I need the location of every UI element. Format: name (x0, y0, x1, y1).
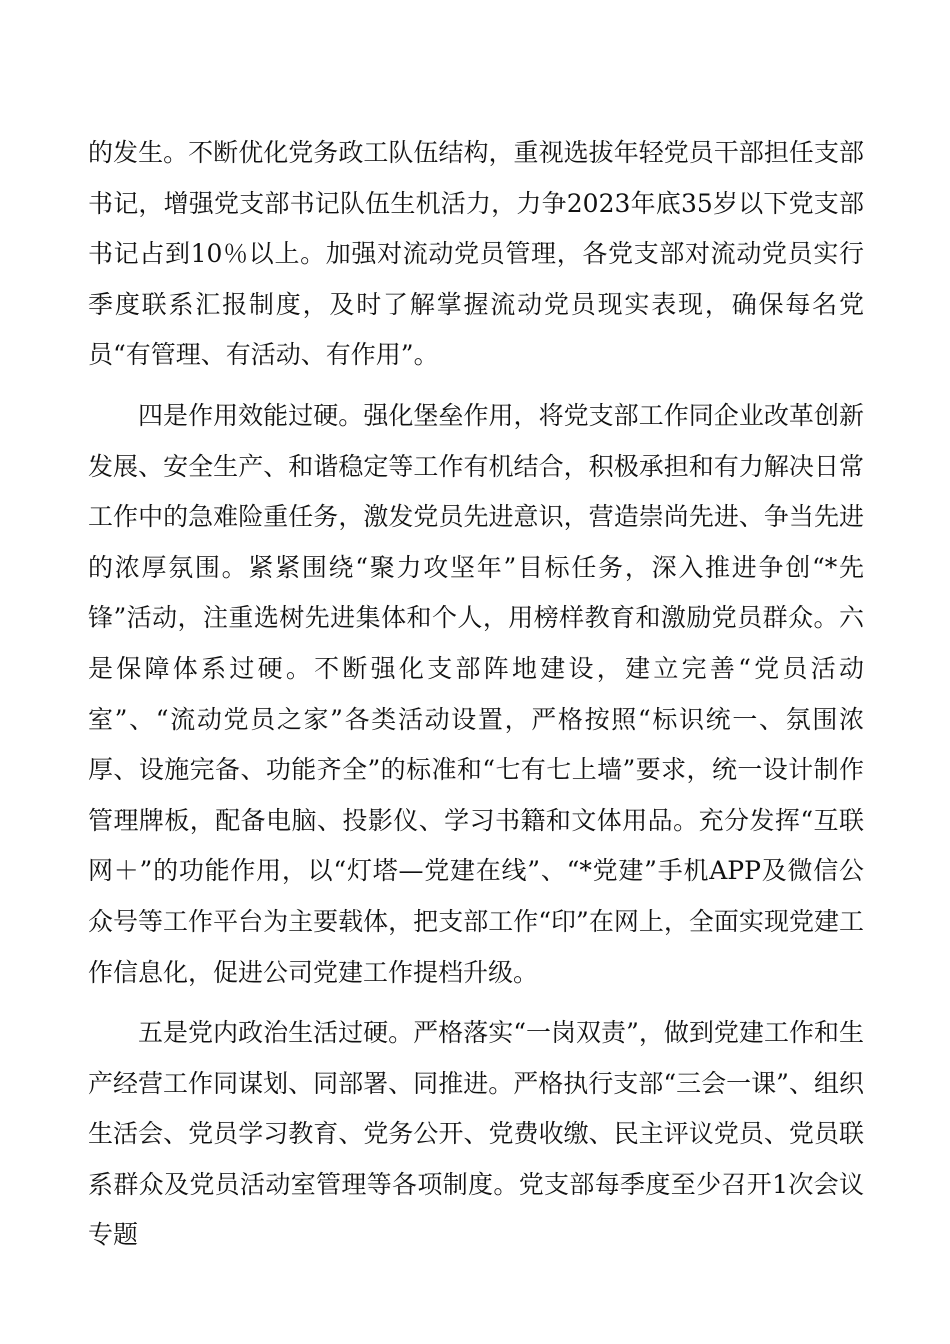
paragraph-continued: 的发生。不断优化党务政工队伍结构，重视选拔年轻党员干部担任支部书记，增强党支部书记队伍生机活力，力争2023年底35岁以下党支部书记占到10％以上。加强对流动党员管理，各党支部对流动党员实行季度联系汇报制度，及时了解掌握流动党员现实表现，确保每名党员“有管理、有活动、有作用”。 (88, 138, 864, 370)
document-body (88, 128, 864, 1261)
paragraph-item-four: 四是作用效能过硬。强化堡垒作用，将党支部工作同企业改革创新发展、安全生产、和谐稳定等工作有机结合，积极承担和有力解决日常工作中的急难险重任务，激发党员先进意识，营造崇尚先进、争当先进的浓厚氛围。紧紧围绕“聚力攻坚年”目标任务，深入推进争创“*先锋”活动，注重选树先进集体和个人，用榜样教育和激励党员群众。六是保障体系过硬。不断强化支部阵地建设，建立完善“党员活动室”、“流动党员之家”各类活动设置，严格按照“标识统一、氛围浓厚、设施完备、功能齐全”的标准和“七有七上墙”要求，统一设计制作管理牌板，配备电脑、投影仪、学习书籍和文体用品。充分发挥“互联网＋”的功能作用，以“灯塔—党建在线”、“*党建”手机APP及微信公众号等工作平台为主要载体，把支部工作“印”在网上，全面实现党建工作信息化，促进公司党建工作提档升级。 (88, 400, 864, 987)
paragraph-item-five: 五是党内政治生活过硬。严格落实“一岗双责”，做到党建工作和生产经营工作同谋划、同部署、同推进。严格执行支部“三会一课”、组织生活会、党员学习教育、党务公开、党费收缴、民主评议党员、党员联系群众及党员活动室管理等各项制度。党支部每季度至少召开1次会议专题 (88, 1018, 864, 1250)
